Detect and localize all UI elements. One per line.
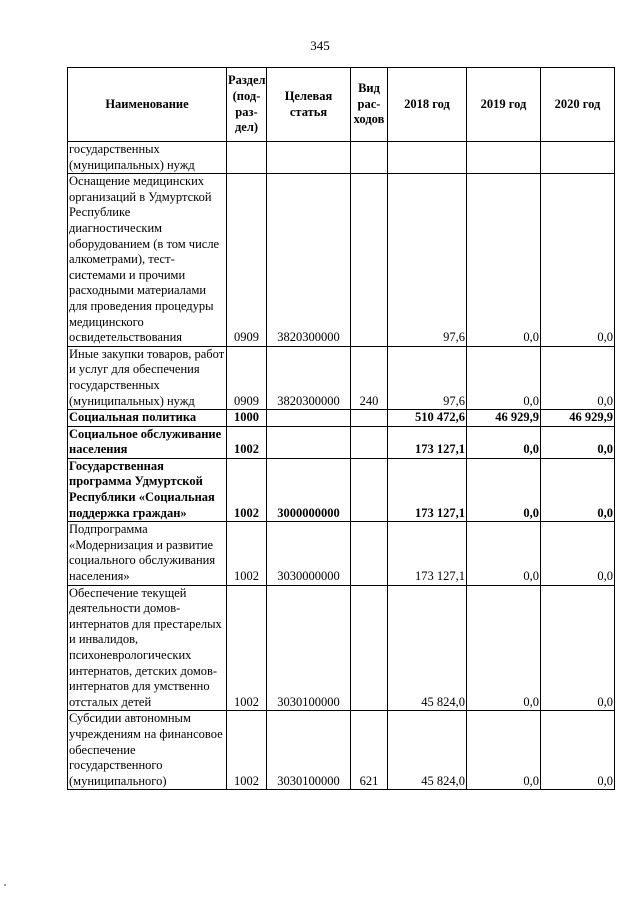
cell-name: Подпрограмма «Модернизация и развитие социального обслуживания населения» [68, 522, 227, 585]
cell-section: 1002 [227, 426, 267, 458]
header-target: Целевая статья [267, 68, 351, 142]
budget-table [67, 67, 615, 790]
table-row [68, 410, 615, 427]
cell-y2018: 173 127,1 [388, 458, 467, 521]
cell-target [267, 142, 351, 174]
cell-section: 0909 [227, 174, 267, 347]
header-expense-type: Вид рас-ходов [351, 68, 388, 142]
cell-target [267, 426, 351, 458]
cell-name: Иные закупки товаров, работ и услуг для обеспечения государственных (муниципальных) нужд [68, 346, 227, 409]
cell-y2020 [541, 142, 615, 174]
cell-expense-type [351, 585, 388, 711]
cell-y2018: 45 824,0 [388, 711, 467, 790]
page-number: 345 [310, 38, 330, 53]
cell-y2020: 0,0 [541, 711, 615, 790]
cell-section: 0909 [227, 346, 267, 409]
header-2020: 2020 год [541, 68, 615, 142]
cell-y2018: 173 127,1 [388, 522, 467, 585]
cell-y2019 [467, 142, 541, 174]
cell-expense-type [351, 410, 388, 427]
cell-y2020: 46 929,9 [541, 410, 615, 427]
table-row [68, 142, 615, 174]
cell-section: 1002 [227, 711, 267, 790]
cell-section: 1002 [227, 522, 267, 585]
cell-target [267, 410, 351, 427]
table-row [68, 585, 615, 711]
header-name: Наименование [68, 68, 227, 142]
cell-expense-type: 240 [351, 346, 388, 409]
cell-name: Социальное обслуживание населения [68, 426, 227, 458]
cell-target: 3030100000 [267, 711, 351, 790]
cell-name: Социальная политика [68, 410, 227, 427]
cell-name: Оснащение медицинских организаций в Удмуртской Республике диагностическим оборудованием (в том числе алкометрами), тест-системами и прочими расходными материалами для проведения процедуры медицинского освидетельствования [68, 174, 227, 347]
cell-name: государственных (муниципальных) нужд [68, 142, 227, 174]
cell-expense-type [351, 522, 388, 585]
cell-y2020: 0,0 [541, 522, 615, 585]
cell-target: 3000000000 [267, 458, 351, 521]
cell-y2019: 0,0 [467, 522, 541, 585]
cell-y2018: 173 127,1 [388, 426, 467, 458]
cell-y2020: 0,0 [541, 174, 615, 347]
cell-target: 3820300000 [267, 346, 351, 409]
cell-target: 3030000000 [267, 522, 351, 585]
cell-expense-type [351, 458, 388, 521]
cell-name: Субсидии автономным учреждениям на финансовое обеспечение государственного (муниципального) [68, 711, 227, 790]
cell-expense-type: 621 [351, 711, 388, 790]
cell-y2019: 0,0 [467, 174, 541, 347]
table-row [68, 522, 615, 585]
scan-speck [4, 884, 6, 886]
cell-y2020: 0,0 [541, 426, 615, 458]
cell-target: 3030100000 [267, 585, 351, 711]
table-row [68, 346, 615, 409]
cell-y2018: 45 824,0 [388, 585, 467, 711]
table-row [68, 711, 615, 790]
cell-expense-type [351, 426, 388, 458]
cell-y2019: 0,0 [467, 585, 541, 711]
table-row [68, 174, 615, 347]
cell-y2020: 0,0 [541, 458, 615, 521]
cell-section: 1002 [227, 458, 267, 521]
cell-y2019: 0,0 [467, 458, 541, 521]
cell-y2020: 0,0 [541, 585, 615, 711]
cell-target: 3820300000 [267, 174, 351, 347]
header-2018: 2018 год [388, 68, 467, 142]
cell-section: 1000 [227, 410, 267, 427]
header-section: Раздел (под-раз-дел) [227, 68, 267, 142]
cell-expense-type [351, 174, 388, 347]
cell-y2018 [388, 142, 467, 174]
cell-section [227, 142, 267, 174]
cell-y2018: 510 472,6 [388, 410, 467, 427]
table-header-row [68, 68, 615, 142]
cell-y2020: 0,0 [541, 346, 615, 409]
cell-y2019: 46 929,9 [467, 410, 541, 427]
cell-section: 1002 [227, 585, 267, 711]
table-body [68, 142, 615, 790]
header-2019: 2019 год [467, 68, 541, 142]
table-row [68, 458, 615, 521]
cell-y2018: 97,6 [388, 346, 467, 409]
cell-y2018: 97,6 [388, 174, 467, 347]
cell-y2019: 0,0 [467, 711, 541, 790]
cell-expense-type [351, 142, 388, 174]
table-row [68, 426, 615, 458]
cell-y2019: 0,0 [467, 346, 541, 409]
cell-name: Обеспечение текущей деятельности домов-интернатов для престарелых и инвалидов, психоневрологических интернатов, детских домов-интернатов для умственно отсталых детей [68, 585, 227, 711]
cell-y2019: 0,0 [467, 426, 541, 458]
cell-name: Государственная программа Удмуртской Республики «Социальная поддержка граждан» [68, 458, 227, 521]
